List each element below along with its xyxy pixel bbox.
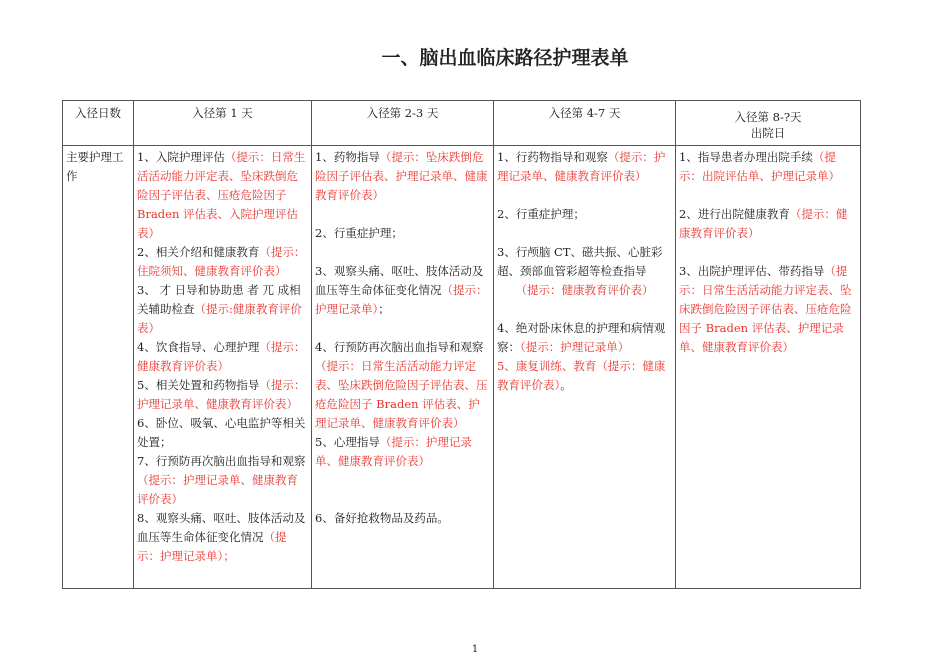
list-item: 3、行颅脑 CT、磁共振、心脏彩超、颈部血管彩超等检查指导 — [497, 245, 663, 278]
list-item: 1、入院护理评估（提示：日常生活活动能力评定表、坠床跌倒危险因子评估表、压疮危险因子 Braden 评估表、入院护理评估表） — [137, 150, 306, 240]
list-item: 2、行重症护理； — [497, 207, 585, 221]
list-item: 6、备好抢救物品及药品。 — [315, 511, 449, 525]
list-item: 2、行重症护理； — [315, 226, 403, 240]
list-item: 3、 才 日导和协助患 者 兀 成相 关辅助检查（提示:健康教育评价表） — [137, 283, 302, 335]
day-8-discharge-cell — [676, 146, 861, 589]
header-day-1: 入径第 1 天 — [134, 101, 312, 146]
day-2-3-cell — [312, 146, 494, 589]
list-item: 3、出院护理评估、带药指导（提示：日常生活活动能力评定表、坠床跌倒危险因子评估表、压疮危险因子 Braden 评估表、护理记录单、健康教育评价表） — [679, 264, 852, 354]
list-item: 8、观察头痛、呕吐、肢体活动及血压等生命体征变化情况（提示：护理记录单）； — [137, 511, 306, 563]
main-nursing-row — [63, 146, 861, 589]
day-1-cell — [134, 146, 312, 589]
header-day-4-7: 入径第 4-7 天 — [494, 101, 676, 146]
list-item: 5、相关处置和药物指导（提示：护理记录单、健康教育评价表） — [137, 378, 306, 411]
list-item: 1、行药物指导和观察（提示：护理记录单、健康教育评价表） — [497, 150, 666, 183]
list-item: 7、行预防再次脑出血指导和观察（提示：护理记录单、健康教育评价表） — [137, 454, 306, 506]
list-item: 3、观察头痛、呕吐、肢体活动及血压等生命体征变化情况（提示：护理记录单）； — [315, 264, 488, 316]
header-day-2-3: 入径第 2-3 天 — [312, 101, 494, 146]
list-item: 4、饮食指导、心理护理（提示：健康教育评价表） — [137, 340, 306, 373]
nursing-pathway-table — [62, 100, 861, 589]
list-item: 5、康复训练、教育（提示：健康教育评价表）。 — [497, 359, 666, 392]
header-day-8-label: 入径第 8-?天 — [734, 110, 802, 124]
day-4-7-cell — [494, 146, 676, 589]
row-label: 主要护理工作 — [63, 146, 134, 589]
list-item: 1、药物指导（提示：坠床跌倒危险因子评估表、护理记录单、健康教育评价表） — [315, 150, 488, 202]
list-item: （提示：健康教育评价表） — [515, 283, 654, 297]
list-item: 1、指导患者办理出院手续（提示：出院评估单、护理记录单） — [679, 150, 840, 183]
list-item: 5、心理指导（提示：护理记录单、健康教育评价表） — [315, 435, 472, 468]
header-row — [63, 101, 861, 146]
list-item: 4、绝对卧床休息的护理和病情观察：（提示：护理记录单） — [497, 321, 666, 354]
list-item: 6、卧位、吸氧、心电监护等相关处置； — [137, 416, 306, 449]
page-title: 一、脑出血临床路径护理表单 — [381, 47, 629, 69]
page-number: 1 — [471, 644, 479, 655]
list-item: 2、进行出院健康教育（提示：健康教育评价表） — [679, 207, 848, 240]
list-item: 4、行预防再次脑出血指导和观察（提示：日常生活活动能力评定表、坠床跌倒危险因子评估表、压疮危险因子 Braden 评估表、护理记录单、健康教育评价表） — [315, 340, 488, 430]
header-discharge-label: 出院日 — [750, 126, 786, 140]
list-item: 2、相关介绍和健康教育（提示：住院须知、健康教育评价表） — [137, 245, 306, 278]
header-day-8-discharge — [676, 101, 861, 146]
header-days: 入径日数 — [63, 101, 134, 146]
